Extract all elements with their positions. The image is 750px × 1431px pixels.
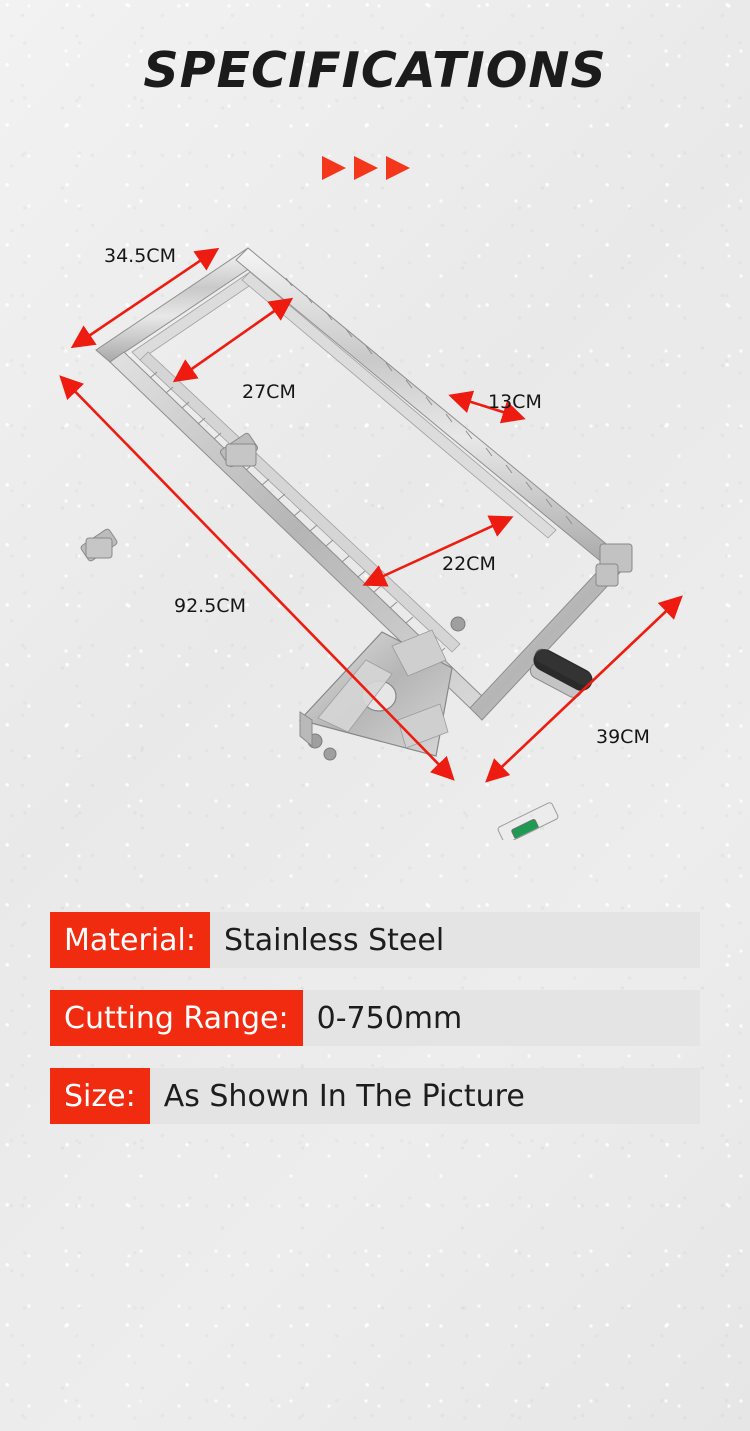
spec-key-cutting-range: Cutting Range: [50,990,303,1046]
triple-chevron-icon [320,152,430,186]
product-diagram [0,200,750,840]
chevron-arrows-decoration [0,152,750,186]
dim-label-34-5: 34.5CM [104,245,176,267]
dim-label-39: 39CM [596,726,650,748]
tile-cutter-illustration [80,248,632,840]
dim-label-13: 13CM [488,391,542,413]
dim-line-39 [488,598,680,780]
dim-line-92-5 [62,378,452,778]
spec-value-material: Stainless Steel [223,922,445,958]
page-title: SPECIFICATIONS [143,42,607,99]
spec-value-size: As Shown In The Picture [163,1078,525,1114]
specs-list [50,912,700,1146]
product-diagram-svg [0,200,750,840]
dim-label-92-5: 92.5CM [174,595,246,617]
spec-value-cutting-range: 0-750mm [316,1000,463,1036]
spec-key-material: Material: [50,912,210,968]
spec-row [50,990,700,1046]
spec-row [50,912,700,968]
spec-row [50,1068,700,1124]
dim-label-22: 22CM [442,553,496,575]
spec-key-size: Size: [50,1068,150,1124]
dim-label-27: 27CM [242,381,296,403]
